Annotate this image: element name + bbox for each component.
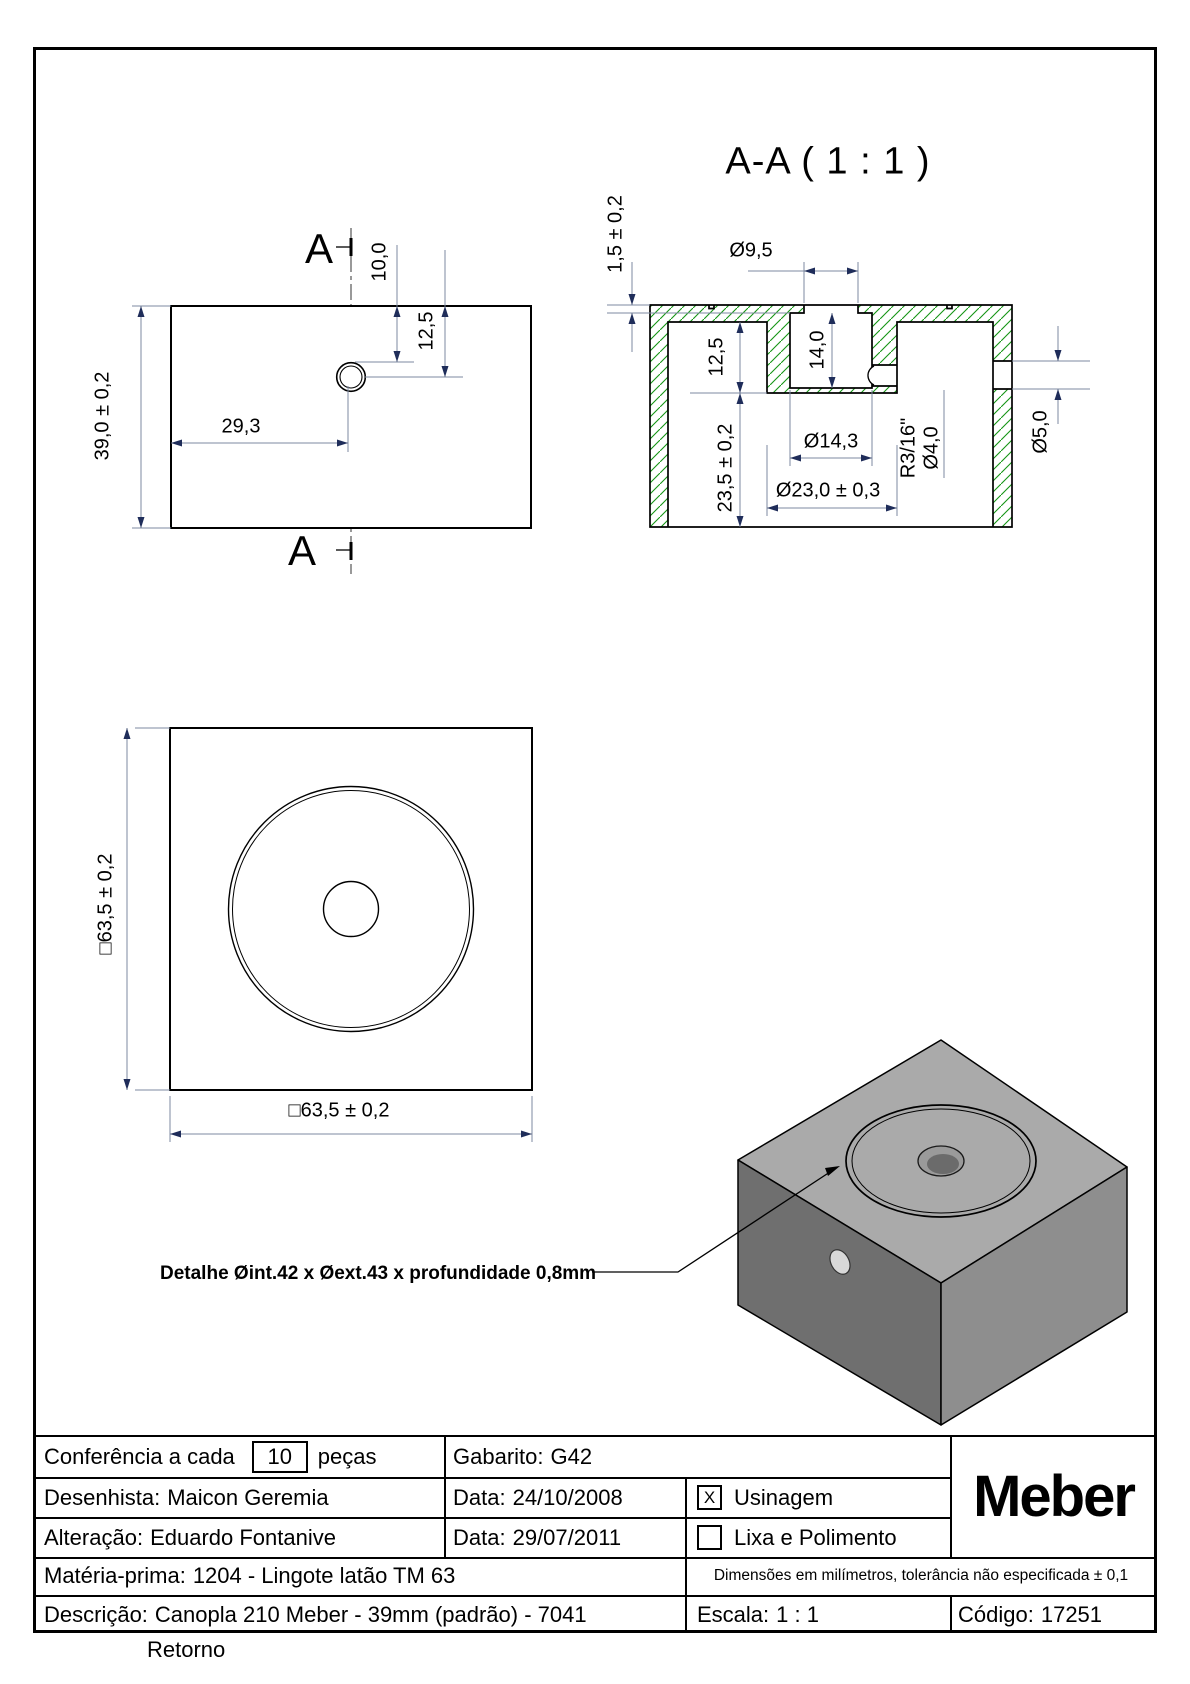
data1-cell xyxy=(453,1480,623,1515)
conferencia-value-box: 10 xyxy=(252,1441,308,1473)
data2-cell xyxy=(453,1520,621,1555)
alteracao-value: Eduardo Fontanive xyxy=(150,1524,336,1550)
codigo-cell xyxy=(958,1598,1102,1632)
dim-section-lip: 1,5 ± 0,2 xyxy=(604,195,627,273)
codigo-value: 17251 xyxy=(1040,1602,1103,1627)
desenhista-label: Desenhista: xyxy=(44,1484,161,1510)
gabarito-label: Gabarito: xyxy=(453,1444,544,1469)
alteracao-label: Alteração: xyxy=(44,1524,144,1550)
dim-section-d95: Ø9,5 xyxy=(729,239,773,262)
titleblock-line xyxy=(33,1477,950,1479)
data1-label: Data: xyxy=(453,1484,506,1510)
codigo-label: Código: xyxy=(958,1602,1034,1627)
dim-section-d143: Ø14,3 xyxy=(803,430,859,453)
materia-prima-cell xyxy=(44,1559,455,1593)
titleblock-divider xyxy=(950,1595,952,1633)
usinagem-label: Usinagem xyxy=(734,1484,834,1510)
data2-label: Data: xyxy=(453,1524,506,1550)
dim-front-x: 29,3 xyxy=(221,415,261,438)
descricao-value-line2: Retorno xyxy=(147,1637,226,1662)
data2-value: 29/07/2011 xyxy=(512,1524,622,1550)
escala-value: 1 : 1 xyxy=(776,1602,819,1627)
isometric-view xyxy=(592,1040,1127,1425)
lixa-cell xyxy=(697,1520,897,1555)
company-logo: Meber xyxy=(973,1463,1134,1529)
titleblock-line xyxy=(33,1595,1157,1597)
escala-label: Escala: xyxy=(697,1602,770,1627)
dim-section-125: 12,5 xyxy=(705,337,728,377)
dim-front-y1: 10,0 xyxy=(368,242,391,282)
section-marker-top: A xyxy=(304,225,334,272)
dim-section-235: 23,5 ± 0,2 xyxy=(714,423,737,513)
conferencia-label: Conferência a cada xyxy=(44,1444,235,1469)
dim-section-d40: Ø4,0 xyxy=(920,426,943,470)
dim-section-140: 14,0 xyxy=(806,330,829,370)
dim-section-d230: Ø23,0 ± 0,3 xyxy=(775,479,881,502)
alteracao-cell xyxy=(44,1520,336,1555)
descricao-value: Canopla 210 Meber - 39mm (padrão) - 7041 xyxy=(154,1602,587,1627)
gabarito-cell xyxy=(453,1439,592,1475)
conferencia-suffix: peças xyxy=(317,1444,377,1469)
descricao-label: Descrição: xyxy=(44,1602,148,1627)
titleblock-divider xyxy=(685,1477,687,1633)
dim-section-thread: R3/16" xyxy=(897,417,920,479)
lixa-checkbox[interactable] xyxy=(697,1525,722,1550)
front-view xyxy=(132,228,531,574)
escala-cell xyxy=(697,1598,819,1632)
materia-prima-value: 1204 - Lingote latão TM 63 xyxy=(192,1563,456,1588)
titleblock-line xyxy=(33,1517,950,1519)
conferencia-cell xyxy=(44,1439,377,1475)
dim-section-d50: Ø5,0 xyxy=(1029,410,1052,454)
materia-prima-label: Matéria-prima: xyxy=(44,1563,186,1588)
detail-note: Detalhe Øint.42 x Øext.43 x profundidade 0,8mm xyxy=(160,1263,597,1284)
tolerance-note: Dimensões em milímetros, tolerância não especificada ± 0,1 xyxy=(713,1567,1129,1584)
data1-value: 24/10/2008 xyxy=(512,1484,623,1510)
gabarito-value: G42 xyxy=(550,1444,593,1469)
lixa-label: Lixa e Polimento xyxy=(734,1524,897,1550)
titleblock-divider xyxy=(444,1435,446,1557)
desenhista-value: Maicon Geremia xyxy=(167,1484,329,1510)
desenhista-cell xyxy=(44,1480,329,1515)
bottom-view xyxy=(124,728,533,1142)
usinagem-checkbox[interactable]: X xyxy=(697,1485,722,1510)
descricao-cell xyxy=(44,1598,587,1632)
section-marker-bottom: A xyxy=(287,527,317,574)
dim-bottom-side: □63,5 ± 0,2 xyxy=(94,853,117,955)
usinagem-cell xyxy=(697,1480,833,1515)
section-title: A-A ( 1 : 1 ) xyxy=(725,140,931,183)
dim-front-y2: 12,5 xyxy=(415,311,438,351)
tolerance-note-cell xyxy=(687,1559,1155,1593)
dim-bottom-width: □63,5 ± 0,2 xyxy=(288,1099,390,1122)
dim-front-height: 39,0 ± 0,2 xyxy=(91,371,114,461)
